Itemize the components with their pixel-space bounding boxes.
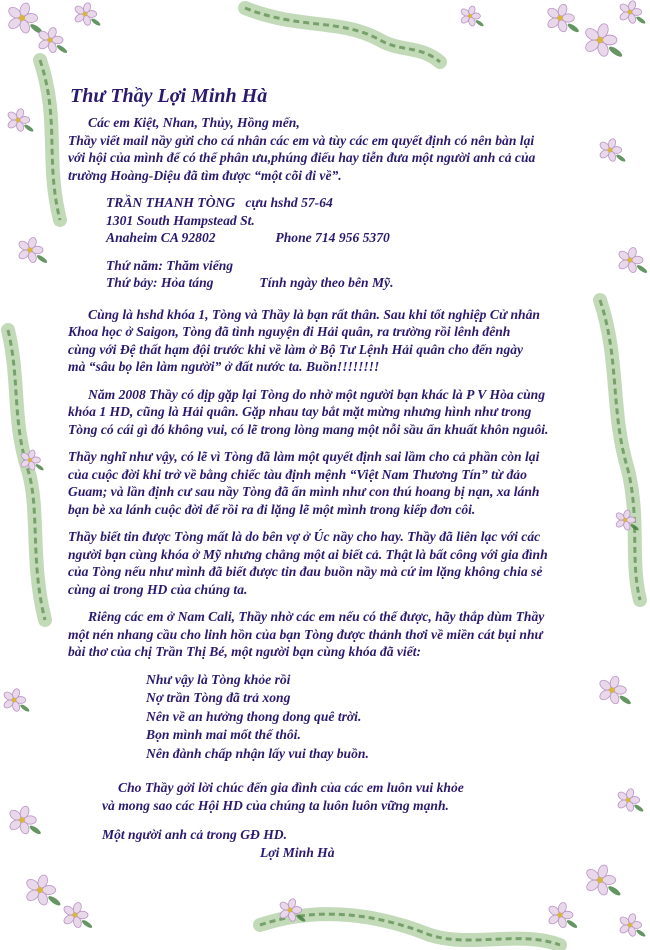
signoff-title: Một người anh cả trong GĐ HD.: [102, 827, 288, 842]
sender-city-phone-line: [106, 229, 616, 247]
flower-center: [28, 248, 33, 253]
leaf: [608, 45, 624, 59]
flower-center: [19, 817, 25, 823]
closing-wishes: [68, 779, 616, 814]
ribbon-band: [40, 60, 60, 220]
paragraph-line: Tòng có cái gì đó không vui, có lẽ trong lòng mang một nỗi sầu ẩn khuất khôn nguôi.: [68, 421, 549, 437]
paragraph-line: Năm 2008 Thầy có dịp gặp lại Tòng do nhờ một người bạn khác là P V Hòa cùng: [88, 386, 546, 402]
flower-center: [626, 798, 631, 803]
leaf: [23, 123, 34, 132]
flower-center: [48, 38, 53, 43]
poem-line: Nên về an hưởng thong dong quê trời.: [146, 708, 362, 724]
leaf: [566, 22, 580, 34]
flower-center: [37, 887, 43, 893]
flower-center: [623, 518, 627, 522]
paragraph-line: của Tòng nếu như mình đã biết được tin đau buồn nầy mà cứ im lặng không chia sẻ: [68, 564, 543, 579]
flower-center: [19, 15, 25, 21]
flower-center: [558, 913, 563, 918]
leaf: [28, 824, 42, 836]
paragraph-line: Guam; và lần định cư sau nầy Tòng đã ẩn mình như con thú hoang bị nạn, xa lánh: [68, 484, 540, 499]
schedule-detail: Tính ngày theo bên Mỹ.: [259, 275, 394, 290]
paragraph-request: [68, 608, 616, 661]
intro-paragraph: [68, 114, 616, 184]
schedule-label: Thứ bảy: Hỏa táng: [106, 275, 214, 290]
paragraph-friendship: [68, 306, 616, 376]
flower-center: [628, 258, 633, 263]
closing-line: Cho Thầy gởi lời chúc đến gia đình của các em luôn vui khỏe: [118, 780, 464, 795]
greeting: Các em Kiệt, Nhan, Thủy, Hồng mến,: [88, 115, 300, 130]
poem-line: Nợ trần Tòng đã trả xong: [146, 690, 291, 705]
flower-center: [557, 15, 563, 21]
leaf: [636, 264, 648, 274]
paragraph-line: Cùng là hshd khóa 1, Tòng và Thầy là bạn rất thân. Sau khi tốt nghiệp Cử nhân: [88, 306, 540, 322]
flower-center: [16, 118, 21, 123]
leaf: [607, 885, 622, 898]
intro-line: với hội của mình để có thể phân ưu,phúng điếu hay tiễn đưa một người anh cả của: [68, 150, 536, 165]
leaf: [36, 254, 48, 264]
sender-city: Anaheim CA 92802: [106, 230, 216, 245]
sender-name-line: [106, 194, 616, 212]
flower-center: [597, 877, 603, 883]
flower-center: [83, 12, 88, 17]
leaf: [618, 694, 632, 706]
paragraph-line: của cuộc đời khi trở về bằng chiếc tàu định mệnh “Việt Nam Thương Tín” từ đảo: [68, 466, 527, 482]
leaf: [615, 153, 626, 162]
leaf: [635, 928, 646, 937]
sender-name: TRẦN THANH TÒNG: [106, 195, 236, 210]
paragraph-news: [68, 528, 616, 598]
paragraph-line: người bạn cùng khóa ở Mỹ nhưng chẳng một ai biết cả. Thật là bất công với gia đình: [68, 546, 548, 562]
sender-street: 1301 South Hampstead St.: [106, 212, 255, 228]
poem-line: Bọn mình mai mốt thế thôi.: [146, 727, 301, 742]
paragraph-line: Khoa học ở Saigon, Tòng đã tình nguyện đi Hải quân, ra trường rồi lênh đênh: [68, 324, 511, 339]
intro-line: Thầy viết mail nầy gửi cho cá nhân các em và tùy các em quyết định có nên bàn lại: [68, 132, 535, 148]
sender-address-block: [106, 194, 616, 247]
paragraph-line: bạn bè xa lánh cuộc đời để rồi ra đi lặng lẽ một mình trong kiếp đơn côi.: [68, 501, 476, 517]
schedule-label: Thứ năm: Thăm viếng: [106, 257, 234, 273]
poem: [146, 671, 616, 764]
schedule-row: [106, 257, 616, 275]
leaf: [475, 19, 485, 27]
paragraph-line: Thầy biết tin được Tòng mất là do bên vợ ở Úc nầy cho hay. Thầy đã liên lạc với các: [68, 529, 541, 544]
paragraph-line: cùng với Đệ thất hạm đội trước khi về làm ở Bộ Tư Lệnh Hải quân cho đến ngày: [68, 341, 524, 357]
leaf: [56, 44, 68, 54]
leaf: [635, 15, 646, 24]
flower-center: [597, 37, 604, 44]
service-schedule: [106, 257, 616, 292]
paragraph-reunion: [68, 386, 616, 439]
poem-line: Như vậy là Tòng khỏe rồi: [146, 671, 291, 687]
signoff-name: Lợi Minh Hà: [260, 844, 335, 860]
sender-note: cựu hshd 57-64: [245, 195, 333, 210]
closing-line: và mong sao các Hội HD của chúng ta luôn luôn vững mạnh.: [102, 797, 449, 813]
sender-phone: Phone 714 956 5370: [275, 230, 390, 245]
leaf: [81, 919, 93, 929]
flower-center: [288, 908, 293, 913]
paragraph-line: Thầy nghĩ như vậy, có lẽ vì Tòng đã làm một quyết định sai lầm cho cả phần còn lại: [68, 449, 540, 464]
leaf: [47, 895, 62, 908]
flower-center: [628, 923, 633, 928]
paragraph-line: mà “sâu bọ lên làm người” ở đất nước ta. Buồn!!!!!!!!: [68, 359, 380, 374]
poem-line: Nên đành chấp nhận lấy vui thay buồn.: [146, 745, 369, 761]
paragraph-reflection: [68, 448, 616, 518]
letter-body: [68, 84, 616, 861]
flower-center: [73, 913, 78, 918]
flower-center: [28, 458, 32, 462]
flower-center: [468, 14, 472, 18]
leaf: [566, 919, 578, 929]
letter-title: Thư Thầy Lợi Minh Hà: [70, 85, 268, 107]
paragraph-line: Riêng các em ở Nam Cali, Thầy nhờ các em nếu có thể được, hãy thắp dùm Thầy: [88, 609, 545, 624]
leaf: [633, 803, 644, 812]
leaf: [35, 463, 45, 471]
ribbon-band: [260, 914, 560, 945]
flower-center: [628, 10, 633, 15]
intro-line: trường Hoàng-Diệu đã tìm được “một cõi đi về”.: [68, 167, 342, 183]
leaf: [90, 17, 101, 26]
leaf: [19, 703, 30, 712]
schedule-row: [106, 274, 616, 292]
signature-block: [68, 826, 616, 861]
flower-center: [12, 698, 17, 703]
paragraph-line: cùng ai trong HD của chúng ta.: [68, 581, 248, 597]
paragraph-line: bài thơ của chị Trần Thị Bé, một người bạn cùng khóa đã viết:: [68, 644, 422, 659]
paragraph-line: một nén nhang cầu cho linh hồn của bạn Tòng được thảnh thơi về miền cát bụi như: [68, 626, 543, 642]
paragraph-line: khóa 1 HD, cũng là Hải quân. Gặp nhau tay bắt mặt mừng nhưng hình như trong: [68, 404, 532, 419]
